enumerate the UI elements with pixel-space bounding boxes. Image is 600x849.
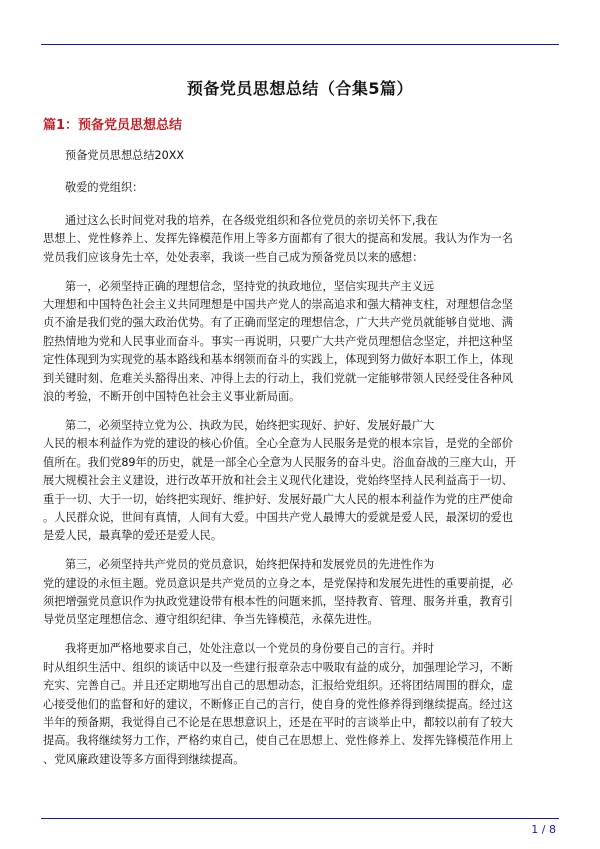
text-line: 展大规模社会主义建设，进行改革开放和社会主义现代化建设，党始终坚持人民利益高于一切、 [43,474,513,488]
text-line: 人民的根本利益作为党的建设的核心价值。全心全意为人民服务是党的根本宗旨，是党的全部价 [43,437,513,451]
body-paragraph-third [43,556,558,630]
text-line: 时从组织生活中、组织的谈话中以及一些建行报章杂志中吸取有益的成分，加强理论学习，不断 [43,660,513,674]
body-paragraph-second [43,417,558,546]
text-line: 腔热情地为党和人民事业而奋斗。事实一再说明，只要广大共产党员理想信念坚定，并把这种坚 [43,334,513,348]
text-line: 通过这么长时间党对我的培养，在各级党组织和各位党员的亲切关怀下,我在 [65,213,438,227]
text-line: 、党风廉政建设等多方面得到继续提高。 [43,752,245,766]
text-line: 重于一切、大于一切，始终把实现好、维护好、发展好最广大人民的根本利益作为党的庄严使命 [43,492,513,506]
body-paragraph-closing [43,640,558,769]
body-paragraph-intro [43,212,558,267]
text-line: 第一，必须坚持正确的理想信念，坚持党的执政地位，坚信实现共产主义远 [65,279,435,293]
text-line: 第二，必须坚持立党为公、执政为民，始终把实现好、护好、发展好最广大 [65,418,435,432]
text-line: 大理想和中国特色社会主义共同理想是中国共产党人的崇高追求和强大精神支柱，对理想信念坚 [43,297,513,311]
text-line: 定性体现到为实现党的基本路线和基本纲领而奋斗的实践上，体现到努力做好本职工作上，体现 [43,353,513,367]
text-line: 充实、完善自己。并且还定期地写出自己的思想动态，汇报给党组织。还将团结周围的群众，虚 [43,679,513,693]
footer-rule [41,818,559,819]
subtitle-line: 预备党员思想总结20XX [65,149,185,162]
text-line: 第三，必须坚持共产党员的党员意识，始终把保持和发展党员的先进性作为 [65,558,435,572]
text-line: 党员我们应该身先士卒，处处表率，我谈一些自己成为预备党员以来的感想： [43,250,424,264]
text-line: 须把增强党员意识作为执政党建设带有根本性的问题来抓，坚持教育、管理、服务并重，教育引 [43,595,513,609]
body-paragraph-first [43,278,558,407]
text-line: 导党员坚定理想信念、遵守组织纪律、争当先锋模范，永葆先进性。 [43,613,379,627]
document-body [43,147,558,780]
section-heading: 篇1：预备党员思想总结 [43,118,183,133]
salutation-line: 敬爱的党组织： [65,181,144,195]
salutation-paragraph [43,179,558,197]
text-line: 心接受他们的监督和好的建议，不断修正自己的言行，使自身的党性修养得到继续提高。经过这 [43,697,513,711]
text-line: 党的建设的永恒主题。党员意识是共产党员的立身之本，是党保持和发展先进性的重要前提，必 [43,576,513,590]
subtitle-paragraph [43,147,558,165]
document-title: 预备党员思想总结（合集5篇） [186,79,414,98]
text-line: 思想上、党性修养上、发挥先锋模范作用上等多方面都有了很大的提高和发展。我认为作为一名 [43,232,513,246]
text-line: 提高。我将继续努力工作，严格约束自己，使自己在思想上、党性修养上、发挥先锋模范作用上 [43,734,513,748]
text-line: 半年的预备期，我觉得自己不论是在思想意识上，还是在平时的言谈举止中，都较以前有了较大 [43,715,513,729]
text-line: 浪的考验，不断开创中国特色社会主义事业新局面。 [43,389,301,403]
text-line: 是爱人民，最真挚的爱还是爱人民。 [43,529,223,543]
text-line: 到关键时刻、危难关头豁得出来、冲得上去的行动上，我们党就一定能够带领人民经受住各种风 [43,371,513,385]
text-line: 我将更加严格地要求自己，处处注意以一个党员的身份要自己的言行。并时 [65,642,435,656]
text-line: 贞不渝是我们党的强大政治优势。有了正确而坚定的理想信念，广大共产党员就能够自觉地、满 [43,316,513,330]
page-number: 1 / 8 [531,823,556,836]
text-line: 值所在。我们党89年的历史，就是一部全心全意为人民服务的奋斗史。浴血奋战的三座大山，开 [43,455,516,469]
text-line: 。人民群众说，世间有真情，人间有大爱。中国共产党人最博大的爱就是爱人民，最深切的爱也 [43,510,513,524]
header-rule [41,44,559,45]
